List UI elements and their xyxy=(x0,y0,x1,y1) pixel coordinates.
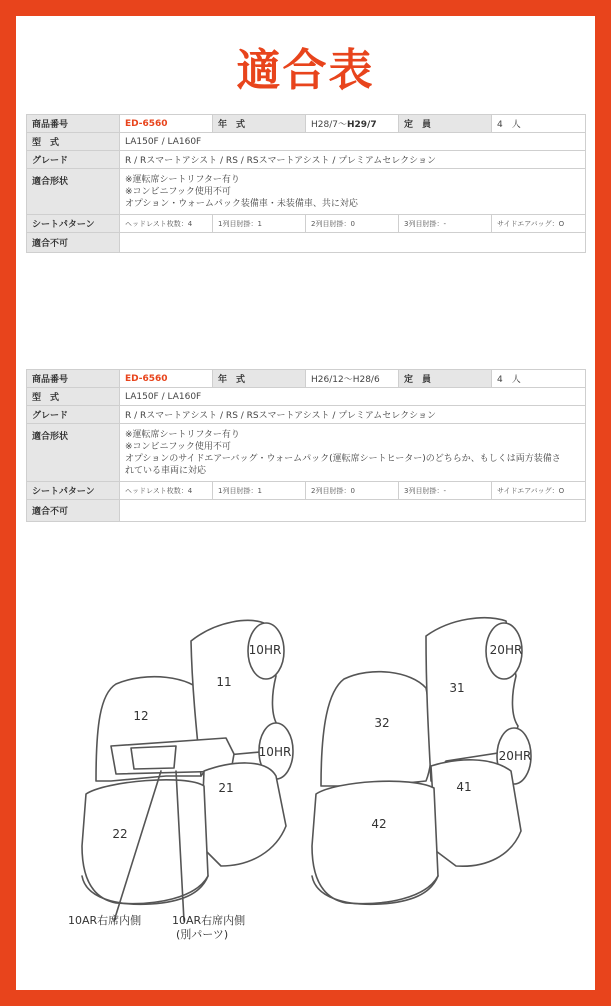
year-value: H26/12〜H28/6 xyxy=(306,370,399,388)
headrest-count: ヘッドレスト枚数：4 xyxy=(120,215,213,233)
fit-label: 適合形状 xyxy=(27,169,120,215)
year-suffix: H29/7 xyxy=(346,120,377,130)
label-10hr-mid: 10HR xyxy=(258,745,292,759)
grade-label: グレード xyxy=(27,406,120,424)
model-value: LA150F / LA160F xyxy=(120,388,586,406)
callout-label-2-line2: (別パーツ) xyxy=(176,928,229,941)
label-12: 12 xyxy=(133,709,149,723)
seat-part-22 xyxy=(82,780,208,904)
seat-part-21 xyxy=(201,763,286,866)
model-value: LA150F / LA160F xyxy=(120,133,586,151)
year-prefix: H28/7〜 xyxy=(311,120,347,130)
label-21: 21 xyxy=(218,781,234,795)
page-title: 適合表 xyxy=(236,45,375,96)
label-41: 41 xyxy=(456,780,472,794)
fit-note: ※コンビニフック使用不可 xyxy=(125,186,231,197)
product-number-value: ED-6560 xyxy=(120,115,213,133)
fitment-table-2 xyxy=(26,369,586,522)
incompatible-value xyxy=(120,233,586,253)
callout-label-2-line1: 10AR右席内側 xyxy=(172,914,246,927)
fit-note: ※運転席シートリフター有り xyxy=(125,174,240,185)
row1-armrest: 1列目肘掛：1 xyxy=(213,482,306,500)
label-20hr-top: 20HR xyxy=(489,643,523,657)
seat-pattern-label: シートパターン xyxy=(27,482,120,500)
product-number-value: ED-6560 xyxy=(120,370,213,388)
fit-label: 適合形状 xyxy=(27,424,120,482)
capacity-label: 定 員 xyxy=(399,370,492,388)
label-10hr-top: 10HR xyxy=(248,643,282,657)
product-number-label: 商品番号 xyxy=(27,370,120,388)
grade-label: グレード xyxy=(27,151,120,169)
label-22: 22 xyxy=(112,827,128,841)
label-11: 11 xyxy=(216,675,232,689)
row2-armrest: 2列目肘掛：0 xyxy=(306,215,399,233)
fit-note: ※運転席シートリフター有り xyxy=(125,429,240,440)
grade-value: R / Rスマートアシスト / RS / RSスマートアシスト / プレミアムセレクション xyxy=(120,151,586,169)
capacity-value: 4 人 xyxy=(492,370,586,388)
side-airbag: サイドエアバッグ：O xyxy=(492,215,586,233)
year-value xyxy=(306,115,399,133)
content-panel xyxy=(16,16,595,990)
side-airbag: サイドエアバッグ：O xyxy=(492,482,586,500)
incompatible-label: 適合不可 xyxy=(27,500,120,522)
row2-armrest: 2列目肘掛：0 xyxy=(306,482,399,500)
capacity-value: 4 人 xyxy=(492,115,586,133)
headrest-count: ヘッドレスト枚数：4 xyxy=(120,482,213,500)
incompatible-value xyxy=(120,500,586,522)
incompatible-label: 適合不可 xyxy=(27,233,120,253)
fit-notes xyxy=(120,424,586,482)
row3-armrest: 3列目肘掛：- xyxy=(399,215,492,233)
grade-value: R / Rスマートアシスト / RS / RSスマートアシスト / プレミアムセレクション xyxy=(120,406,586,424)
label-32: 32 xyxy=(374,716,390,730)
model-label: 型 式 xyxy=(27,133,120,151)
fit-note: ※コンビニフック使用不可 xyxy=(125,441,231,452)
seat-part-41 xyxy=(431,760,521,866)
label-20hr-mid: 20HR xyxy=(498,749,532,763)
label-31: 31 xyxy=(449,681,465,695)
fit-notes xyxy=(120,169,586,215)
callout-label-1: 10AR右席内側 xyxy=(68,914,142,927)
row3-armrest: 3列目肘掛：- xyxy=(399,482,492,500)
model-label: 型 式 xyxy=(27,388,120,406)
product-number-label: 商品番号 xyxy=(27,115,120,133)
fitment-table-1 xyxy=(26,114,586,253)
label-42: 42 xyxy=(371,817,387,831)
year-label: 年 式 xyxy=(213,370,306,388)
capacity-label: 定 員 xyxy=(399,115,492,133)
year-label: 年 式 xyxy=(213,115,306,133)
fit-note: オプション・ウォームパック装備車・未装備車、共に対応 xyxy=(125,198,358,209)
seat-pattern-label: シートパターン xyxy=(27,215,120,233)
fit-note: オプションのサイドエアーバッグ・ウォームパック(運転席シートヒーター)のどちらか、もしくは両方装備さ xyxy=(125,453,561,464)
seat-part-42 xyxy=(312,781,438,903)
row1-armrest: 1列目肘掛：1 xyxy=(213,215,306,233)
fit-note: れている車両に対応 xyxy=(125,465,207,476)
